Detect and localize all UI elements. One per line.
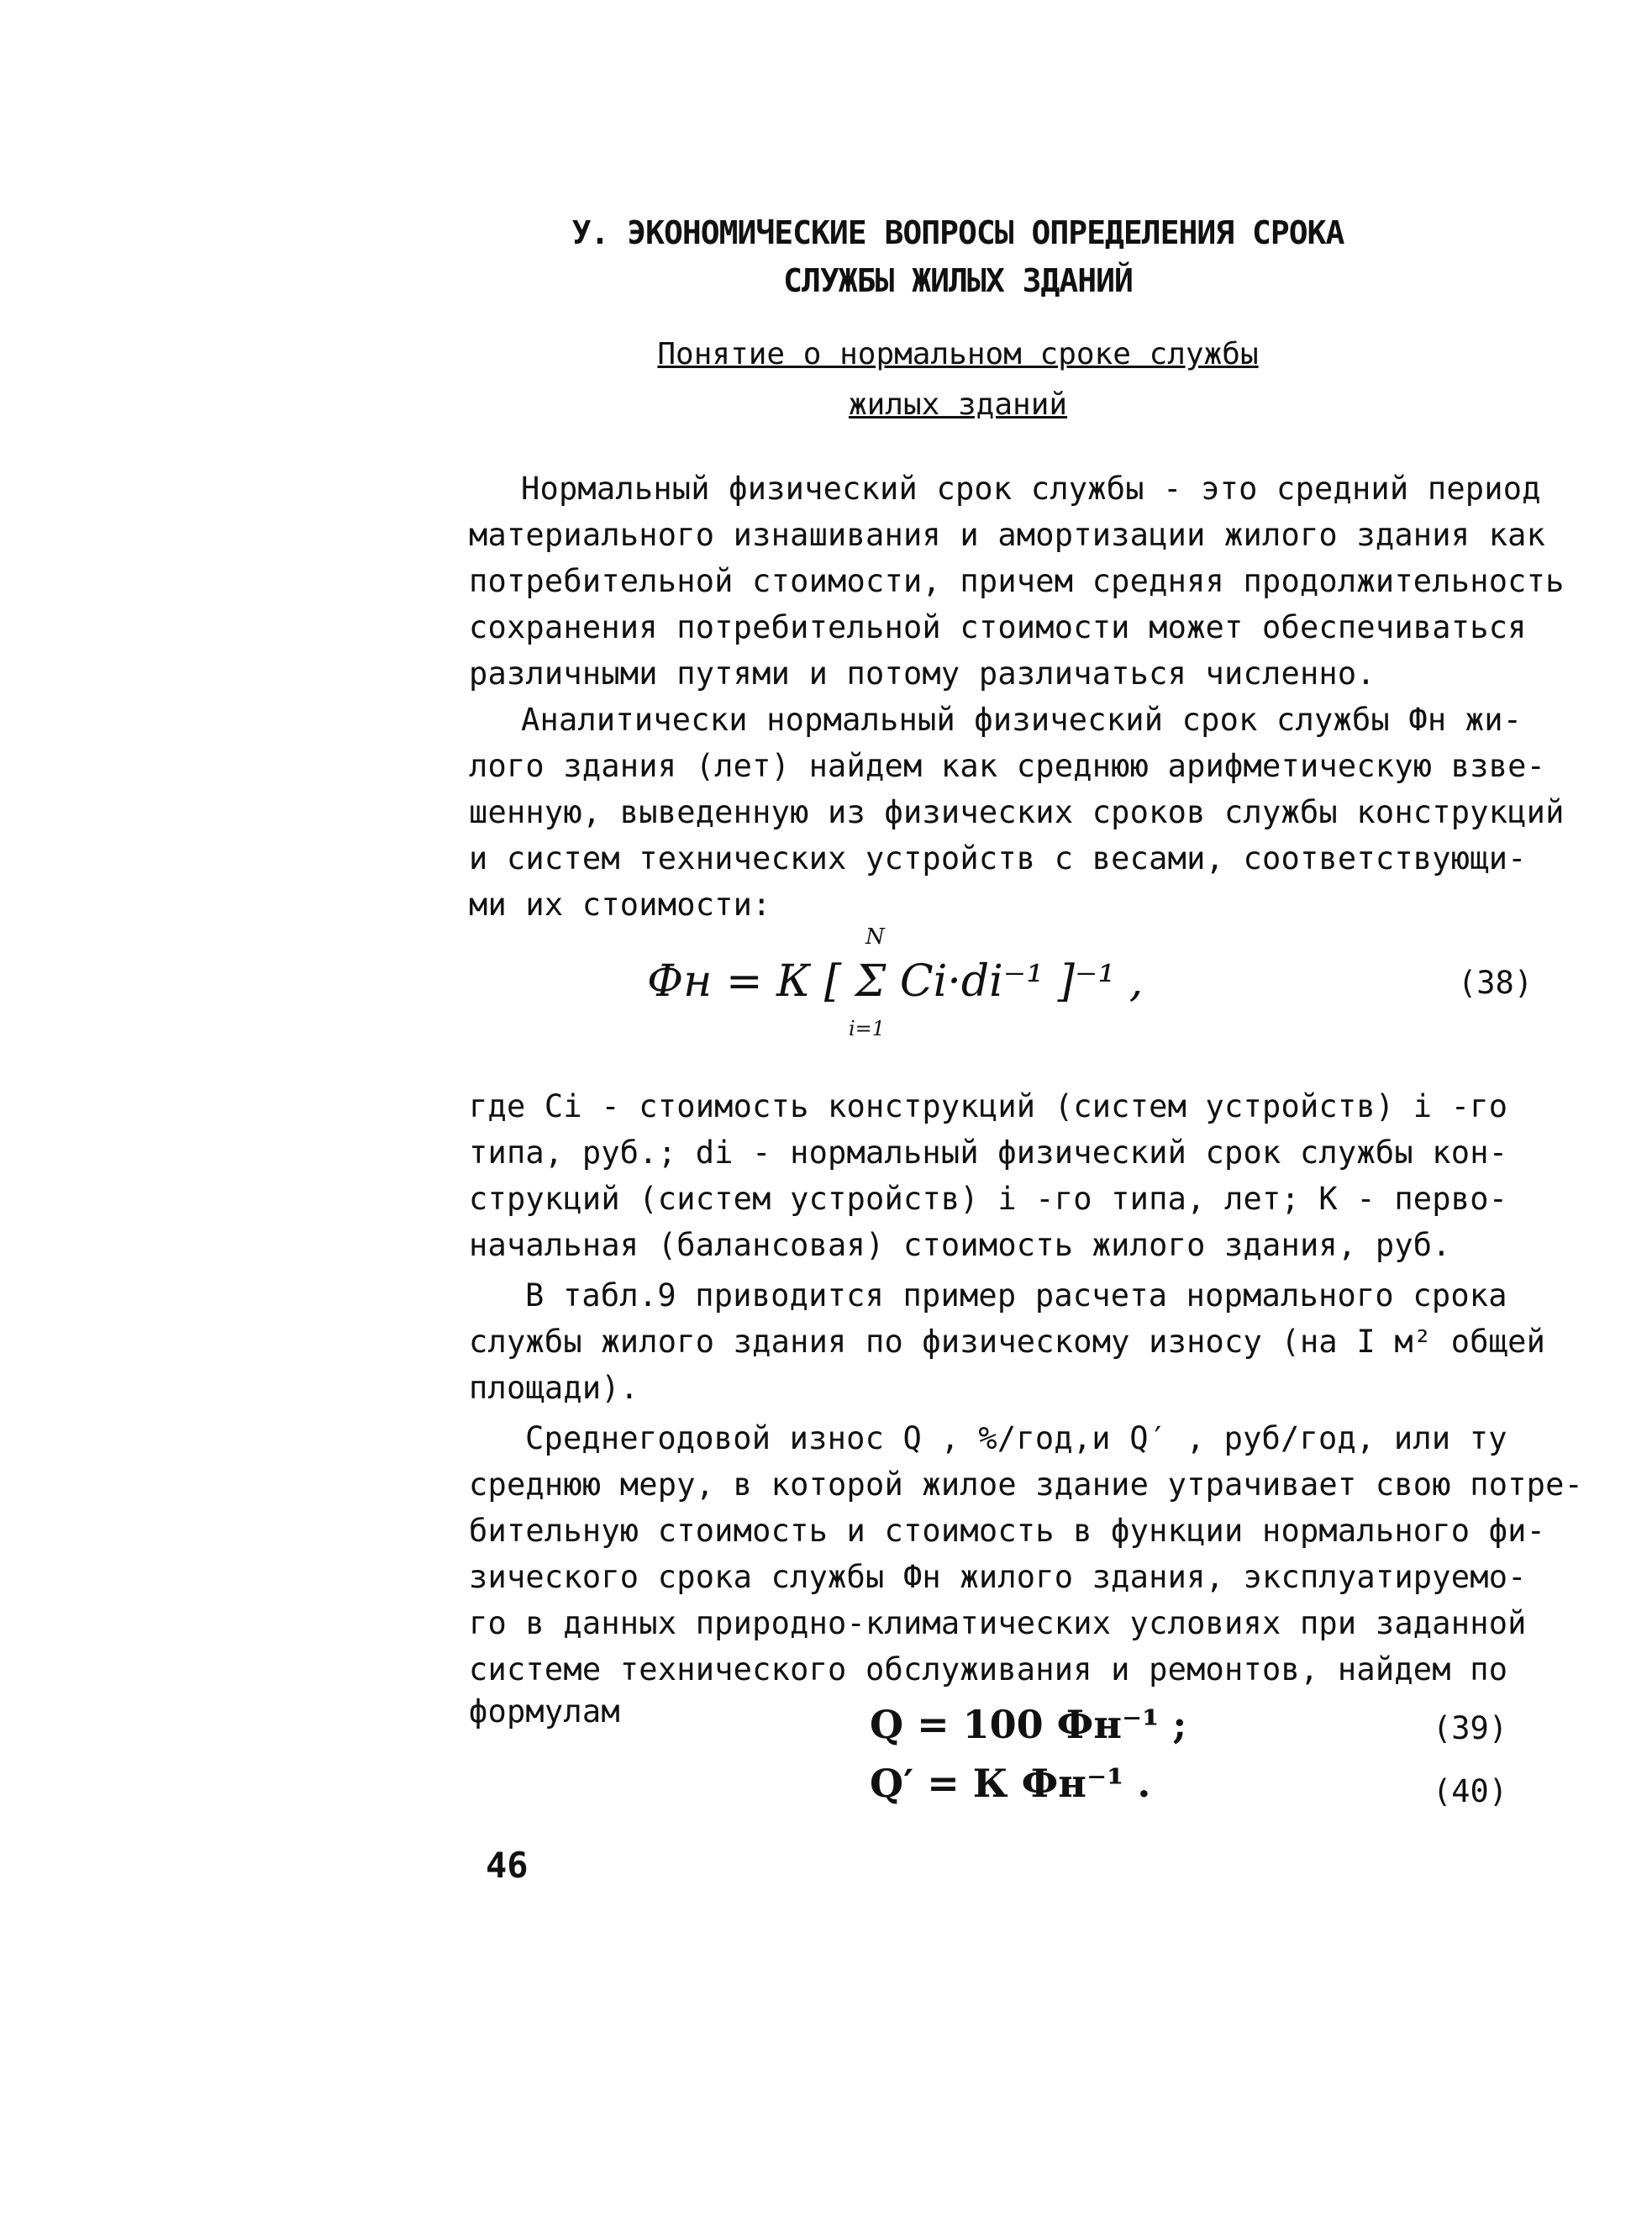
formula-38-expression: Фн = К [ Σ Ci·di⁻¹ ]⁻¹ , xyxy=(647,956,1144,1007)
paragraph2-line: и систем технических устройств с весами, соответствующи- xyxy=(469,840,1527,877)
paragraph5-line: Среднегодовой износ Q , %/год,и Q′ , руб/год, или ту xyxy=(525,1420,1507,1456)
paragraph5-line: бительную стоимость и стоимость в функции нормального фи- xyxy=(469,1513,1546,1549)
paragraph5-line: системе технического обслуживания и ремонтов, найдем по xyxy=(469,1651,1508,1688)
paragraph5-line: среднюю меру, в которой жилое здание утрачивает свою потре- xyxy=(469,1466,1584,1503)
formula-38-lower-limit: i=1 xyxy=(849,1017,886,1040)
paragraph2-line: Аналитически нормальный физический срок службы Фн жи- xyxy=(521,702,1523,738)
formula-39-expression: Q = 100 Фн⁻¹ ; xyxy=(870,1702,1187,1747)
subsection-title-line2: жилых зданий xyxy=(848,387,1068,422)
formula-40-expression: Q′ = К Фн⁻¹ . xyxy=(870,1761,1151,1806)
section-title-line1: У. ЭКОНОМИЧЕСКИЕ ВОПРОСЫ ОПРЕДЕЛЕНИЯ СРОКА xyxy=(571,214,1344,251)
paragraph2-line: шенную, выведенную из физических сроков службы конструкций xyxy=(469,794,1565,830)
subsection-title-line1: Понятие о нормальном сроке службы xyxy=(657,337,1259,371)
formula-38-upper-limit: N xyxy=(865,924,885,950)
paragraph1-line: сохранения потребительной стоимости может обеспечиваться xyxy=(469,609,1527,645)
paragraph5-line: зического срока службы Фн жилого здания, эксплуатируемо- xyxy=(469,1559,1527,1595)
paragraph3-line: где Ci - стоимость конструкций (систем устройств) i -го xyxy=(469,1088,1508,1124)
paragraph3-line: струкций (систем устройств) i -го типа, лет; К - перво- xyxy=(469,1181,1508,1217)
page-number: 46 xyxy=(486,1845,529,1886)
formula-39-number: (39) xyxy=(1433,1710,1508,1746)
paragraph3-line: типа, руб.; di - нормальный физический срок службы кон- xyxy=(469,1135,1508,1171)
paragraph2-line: лого здания (лет) найдем как среднюю арифметическую взве- xyxy=(469,748,1546,784)
paragraph4-line: площади). xyxy=(469,1370,639,1406)
paragraph5-line: формулам xyxy=(469,1693,620,1730)
paragraph3-line: начальная (балансовая) стоимость жилого здания, руб. xyxy=(469,1227,1451,1263)
formula-38-number: (38) xyxy=(1458,965,1534,1001)
paragraph5-line: го в данных природно-климатических условиях при заданной xyxy=(469,1605,1527,1641)
formula-40-number: (40) xyxy=(1433,1773,1508,1809)
paragraph1-line: материального изнашивания и амортизации жилого здания как xyxy=(469,517,1546,553)
section-title-line2: СЛУЖБЫ ЖИЛЫХ ЗДАНИЙ xyxy=(783,262,1133,299)
paragraph4-line: службы жилого здания по физическому износу (на I м² общей xyxy=(469,1324,1546,1360)
paragraph4-line: В табл.9 приводится пример расчета нормального срока xyxy=(525,1277,1507,1314)
paragraph1-line: потребительной стоимости, причем средняя продолжительность xyxy=(469,563,1565,599)
paragraph1-line: различными путями и потому различаться численно. xyxy=(469,656,1376,692)
paragraph1-line: Нормальный физический срок службы - это средний период xyxy=(521,471,1541,507)
paragraph2-line: ми их стоимости: xyxy=(469,887,771,923)
